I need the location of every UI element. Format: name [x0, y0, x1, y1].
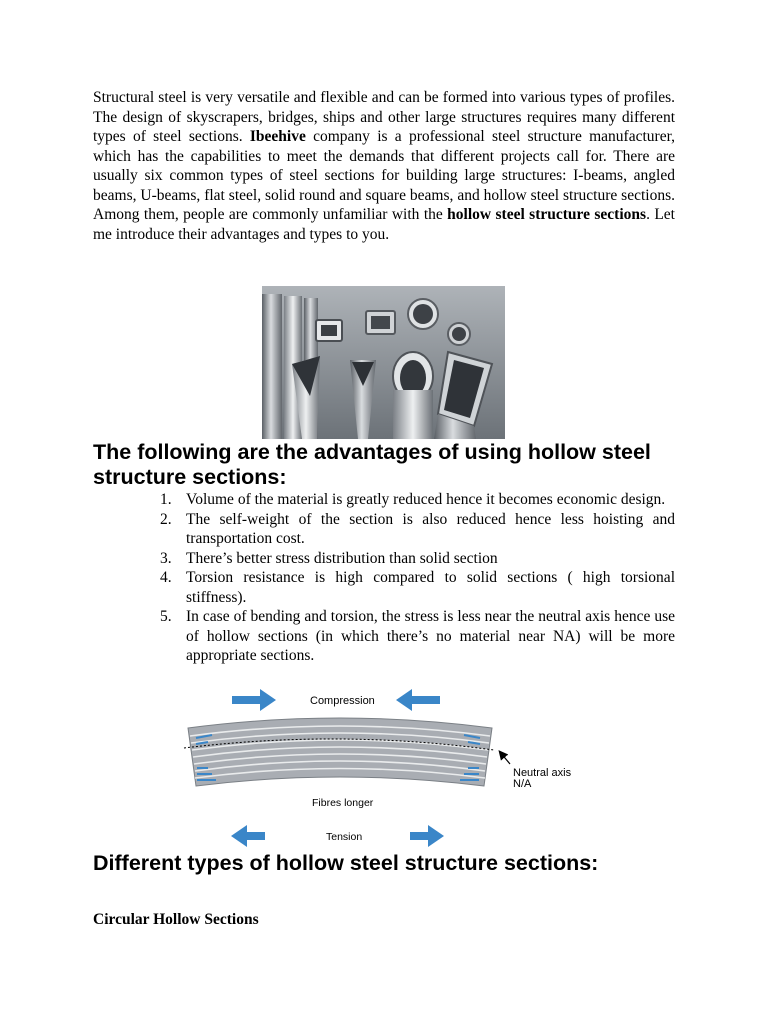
tension-arrow-right — [410, 825, 444, 847]
circular-hollow-sections-heading: Circular Hollow Sections — [93, 911, 259, 928]
intro-highlight: hollow steel structure sections — [447, 206, 647, 223]
list-text: The self-weight of the section is also reduced hence less hoisting and transportation cost. — [186, 510, 675, 547]
list-text: Torsion resistance is high compared to solid sections ( high torsional stiffness). — [186, 569, 675, 606]
compression-arrow-right — [396, 689, 440, 711]
list-number: 2. — [160, 510, 172, 528]
list-number: 5. — [160, 608, 172, 625]
list-item — [160, 510, 675, 549]
list-number: 3. — [160, 549, 172, 567]
tension-arrow-left — [231, 825, 265, 847]
list-number: 4. — [160, 569, 172, 586]
list-text: There’s better stress distribution than solid section — [186, 549, 498, 567]
list-number: 1. — [160, 491, 172, 508]
neutral-axis-pointer — [500, 752, 510, 764]
intro-text-1: Structural steel is very versatile and flexible and can be formed into various types of profiles. The design of skyscrapers, bridges, ships and other large structures requires many different types of steel sections. — [93, 89, 675, 145]
advantages-list — [160, 490, 675, 666]
neutral-axis-abbrev: N/A — [513, 778, 532, 790]
compression-label: Compression — [310, 695, 375, 707]
fibres-longer-label: Fibres longer — [312, 797, 374, 809]
intro-text-2: company is a professional steel structure manufacturer, which has the capabilities to meet the demands that different projects call for. There are usually six common types of steel sections for building large structures: I-beams, angled beams, U-beams, flat steel, solid round and square beams, and hollow steel structure sections. Among them, people are commonly unfamiliar with the — [93, 128, 675, 223]
hollow-sections-photo — [262, 286, 505, 439]
list-text: Volume of the material is greatly reduced hence it becomes economic design. — [186, 491, 666, 508]
list-item — [160, 568, 675, 607]
list-text: In case of bending and torsion, the stress is less near the neutral axis hence use of hollow sections (in which there’s no material near NA) will be more appropriate sections. — [186, 608, 675, 664]
list-item — [160, 549, 675, 569]
intro-text-3: . Let me introduce their advantages and types to you. — [93, 206, 675, 243]
neutral-axis-label: Neutral axis — [513, 767, 572, 779]
company-name: Ibeehive — [249, 128, 306, 145]
advantages-heading: The following are the advantages of using hollow steel structure sections: — [93, 440, 651, 489]
types-heading: Different types of hollow steel structure sections: — [93, 851, 599, 875]
intro-paragraph — [93, 88, 675, 244]
compression-arrow-left — [232, 689, 276, 711]
bending-stress-diagram — [170, 686, 595, 848]
list-item — [160, 490, 675, 510]
list-item — [160, 607, 675, 666]
tension-label: Tension — [326, 831, 363, 843]
